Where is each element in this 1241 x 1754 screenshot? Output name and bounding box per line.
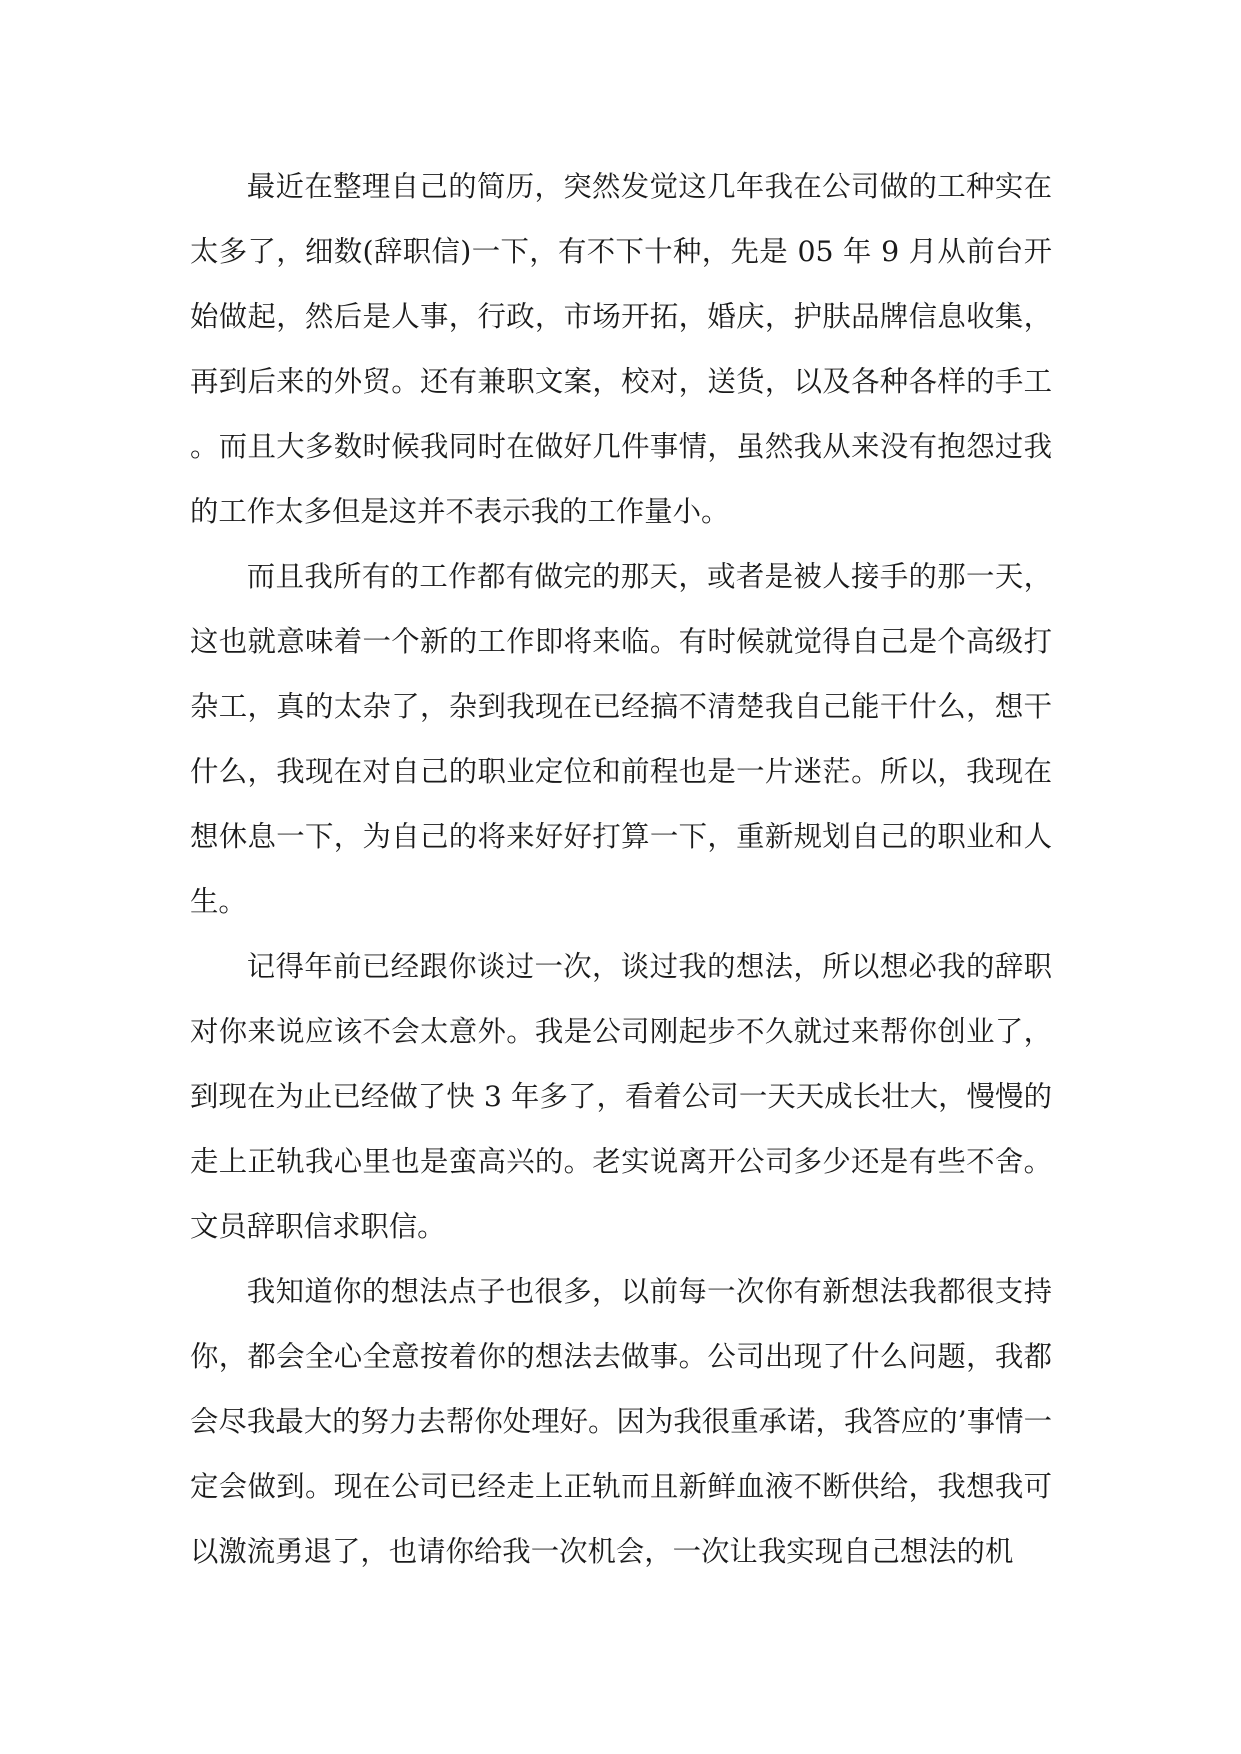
paragraph-4: 我知道你的想法点子也很多，以前每一次你有新想法我都很支持你，都会全心全意按着你的想法去做事。公司出现了什么问题，我都会尽我最大的努力去帮你处理好。因为我很重承诺，我答应的’事情一定会做到。现在公司已经走上正轨而且新鲜血液不断供给，我想我可以激流勇退了，也请你给我一次机会，一次让我实现自己想法的机 xyxy=(190,1275,1052,1568)
document-body xyxy=(190,154,1052,1584)
paragraph-1: 最近在整理自己的简历，突然发觉这几年我在公司做的工种实在太多了，细数(辞职信)一下，有不下十种，先是 05 年 9 月从前台开始做起，然后是人事，行政，市场开拓，婚庆，护肤品牌信息收集，再到后来的外贸。还有兼职文案，校对，送货，以及各种各样的手工。而且大多数时候我同时在做好几件事情，虽然我从来没有抱怨过我的工作太多但是这并不表示我的工作量小。 xyxy=(190,170,1052,528)
paragraph-2: 而且我所有的工作都有做完的那天，或者是被人接手的那一天，这也就意味着一个新的工作即将来临。有时候就觉得自己是个高级打杂工，真的太杂了，杂到我现在已经搞不清楚我自己能干什么，想干什么，我现在对自己的职业定位和前程也是一片迷茫。所以，我现在想休息一下，为自己的将来好好打算一下，重新规划自己的职业和人生。 xyxy=(190,560,1052,918)
paragraph-3: 记得年前已经跟你谈过一次，谈过我的想法，所以想必我的辞职对你来说应该不会太意外。我是公司刚起步不久就过来帮你创业了，到现在为止已经做了快 3 年多了，看着公司一天天成长壮大，慢慢的走上正轨我心里也是蛮高兴的。老实说离开公司多少还是有些不舍。文员辞职信求职信。 xyxy=(190,950,1052,1243)
